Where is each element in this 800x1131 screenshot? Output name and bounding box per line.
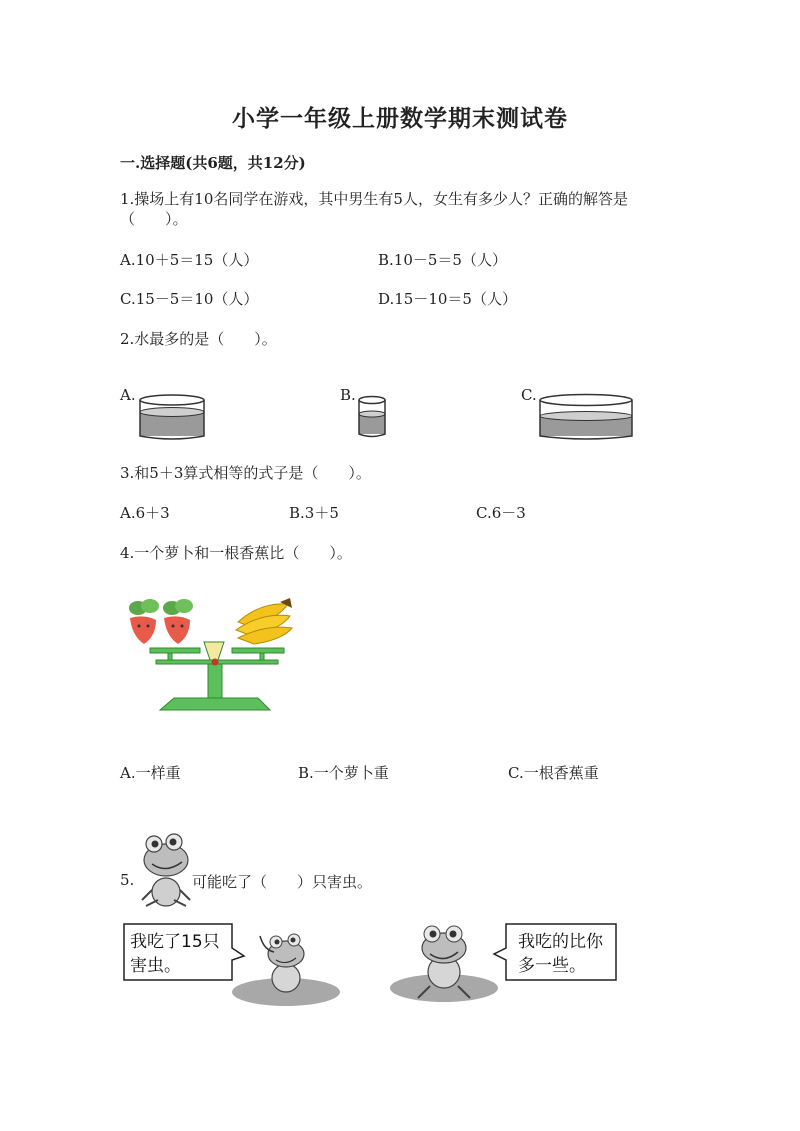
question-1-option-a: A.10＋5＝15（人） (120, 251, 259, 269)
question-1-option-c: C.15－5＝10（人） (120, 290, 259, 308)
banana-bunch-icon (236, 598, 292, 644)
scale-icon (150, 642, 284, 710)
question-4-option-c: C.一根香蕉重 (508, 764, 599, 782)
frog-on-lilypad-right (388, 924, 500, 1008)
question-2-label-c: C. (521, 386, 537, 404)
question-1-line-1: 1.操场上有10名同学在游戏，其中男生有5人，女生有多少人？正确的解答是 (120, 190, 628, 208)
container-a-image (136, 392, 208, 442)
frog-icon (136, 830, 196, 910)
frog-on-lilypad-left (230, 930, 342, 1012)
question-5-number: 5. (120, 871, 135, 889)
radish-icon (129, 599, 159, 644)
question-3-option-c: C.6－3 (476, 504, 526, 522)
question-1-option-b: B.10－5＝5（人） (378, 251, 507, 269)
container-b-image (356, 394, 388, 440)
question-5-text: 可能吃了（ ）只害虫。 (192, 873, 373, 891)
question-2-label-b: B. (340, 386, 356, 404)
speech-bubble-right-line-2: 多一些。 (518, 956, 586, 976)
question-1-line-2: （ ）。 (120, 210, 188, 228)
container-c-image (536, 390, 636, 442)
speech-bubble-left-line-2: 害虫。 (130, 956, 181, 976)
question-2-label-a: A. (120, 386, 136, 404)
question-3-option-b: B.3＋5 (289, 504, 339, 522)
question-3-text: 3.和5＋3算式相等的式子是（ ）。 (120, 464, 371, 482)
question-4-text: 4.一个萝卜和一根香蕉比（ ）。 (120, 544, 352, 562)
question-4-option-a: A.一样重 (120, 764, 181, 782)
radish-icon (163, 599, 193, 644)
page-title: 小学一年级上册数学期末测试卷 (232, 105, 568, 132)
speech-bubble-right-line-1: 我吃的比你 (518, 932, 603, 952)
question-1-option-d: D.15－10＝5（人） (378, 290, 517, 308)
question-4-option-b: B.一个萝卜重 (298, 764, 389, 782)
balance-scale-image (120, 592, 300, 716)
speech-bubble-left-line-1: 我吃了15只 (130, 932, 220, 952)
section-heading: 一.选择题(共6题，共12分) (120, 154, 306, 172)
question-3-option-a: A.6＋3 (120, 504, 170, 522)
question-2-text: 2.水最多的是（ ）。 (120, 330, 277, 348)
